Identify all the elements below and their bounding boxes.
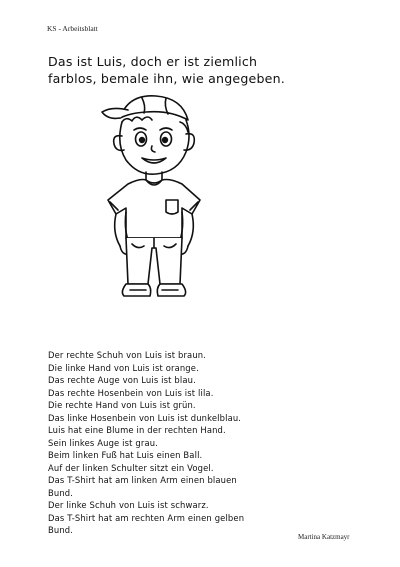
author-credit: Martina Katzmayr: [298, 533, 350, 541]
instruction-line: Die rechte Hand von Luis ist grün.: [48, 400, 196, 410]
instruction-line: Luis hat eine Blume in der rechten Hand.: [48, 425, 226, 435]
instruction-list: [48, 349, 348, 537]
instruction-line: Sein linkes Auge ist grau.: [48, 437, 159, 448]
instruction-line: Der rechte Schuh von Luis ist braun.: [48, 350, 207, 360]
instruction-line: Bund.: [48, 487, 74, 498]
instruction-line: Das T-Shirt hat am rechten Arm einen gelben: [48, 512, 245, 523]
instruction-line: Beim linken Fuß hat Luis einen Ball.: [48, 450, 203, 460]
instruction-line: Das rechte Auge von Luis ist blau.: [48, 375, 196, 385]
boy-outline-illustration: [90, 88, 220, 303]
instruction-line: Das linke Hosenbein von Luis ist dunkelblau.: [48, 412, 242, 423]
title-line: farblos, bemale ihn, wie angegeben.: [48, 71, 286, 86]
worksheet-title: [48, 53, 368, 87]
instruction-line: Bund.: [48, 525, 74, 535]
instruction-line: Das T-Shirt hat am linken Arm einen blauen: [48, 475, 237, 485]
instruction-line: Der linke Schuh von Luis ist schwarz.: [48, 500, 209, 510]
instruction-line: Das rechte Hosenbein von Luis ist lila.: [48, 387, 214, 398]
title-line: Das ist Luis, doch er ist ziemlich: [48, 54, 258, 69]
instruction-line: Auf der linken Schulter sitzt ein Vogel.: [48, 462, 214, 473]
worksheet-header: KS - Arbeitsblatt: [47, 24, 98, 33]
instruction-line: Die linke Hand von Luis ist orange.: [48, 362, 199, 373]
